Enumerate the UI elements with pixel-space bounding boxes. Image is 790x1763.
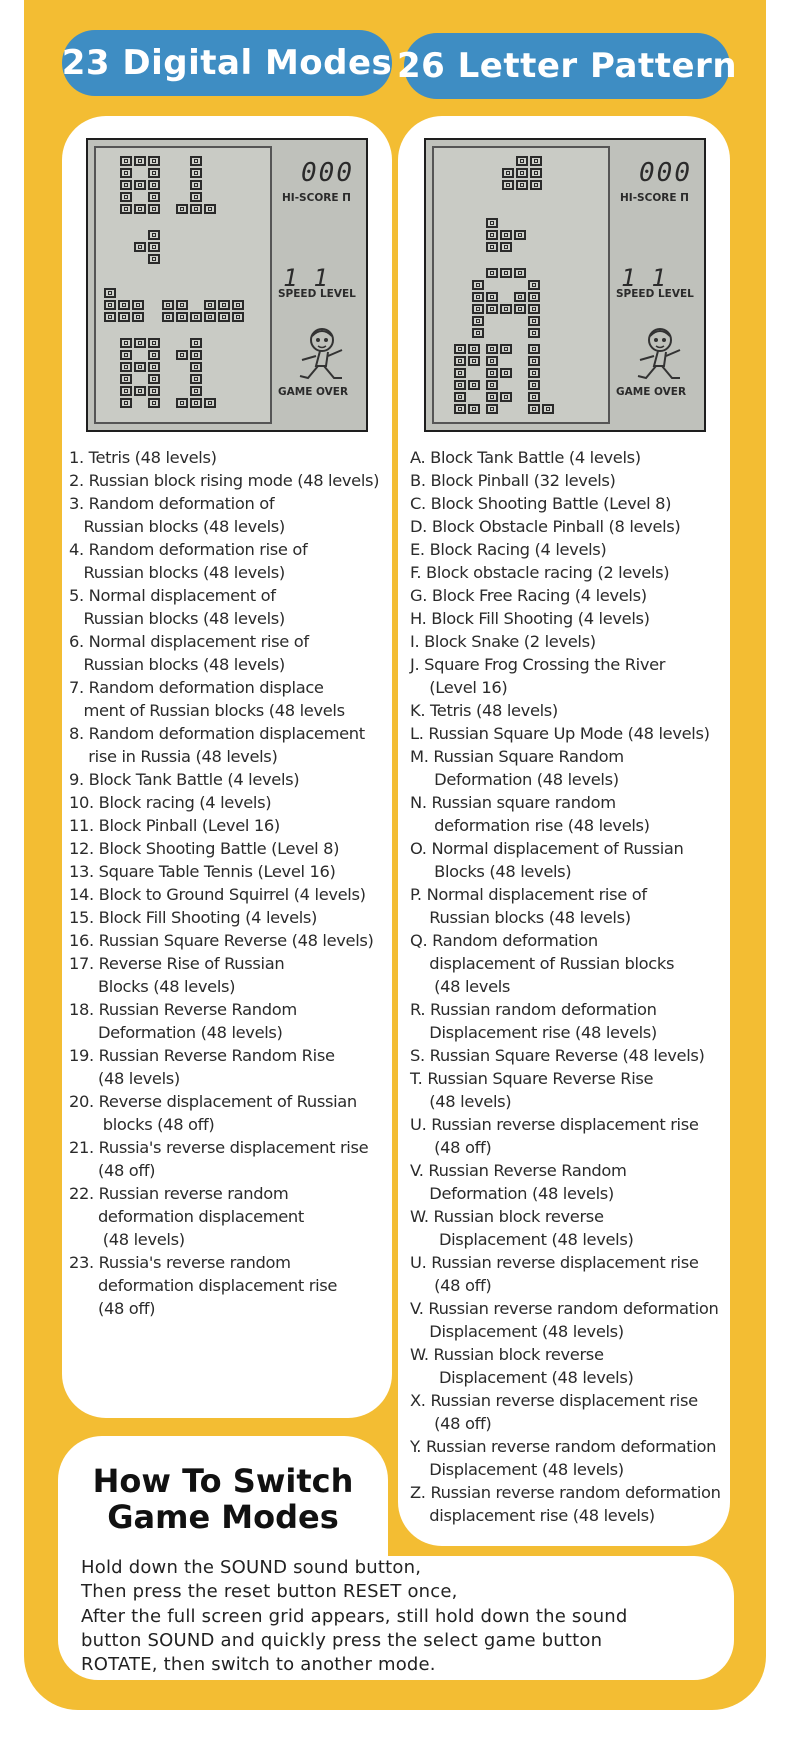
hi-score-label: HI-SCORE Π — [620, 192, 689, 204]
letter-list-item: U. Russian reverse displacement rise — [410, 1253, 699, 1272]
letter-list-item: Deformation (48 levels) — [410, 1184, 614, 1203]
letter-list-item: I. Block Snake (2 levels) — [410, 632, 596, 651]
letter-list-item: Y. Russian reverse random deformation — [410, 1437, 717, 1456]
play-field — [94, 146, 272, 424]
digital-list-item: 5. Normal displacement of — [69, 586, 276, 605]
digital-list-item: 15. Block Fill Shooting (4 levels) — [69, 908, 318, 927]
game-screen-digital — [86, 138, 368, 432]
game-over-label: GAME OVER — [616, 386, 687, 398]
letter-list-item: Displacement (48 levels) — [410, 1230, 634, 1249]
digital-list-item: 4. Random deformation rise of — [69, 540, 308, 559]
letter-list-item: N. Russian square random — [410, 793, 616, 812]
letter-list-item: (48 off) — [410, 1138, 492, 1157]
digital-list-item: 23. Russia's reverse random — [69, 1253, 291, 1272]
score-display: 000 — [639, 158, 692, 188]
instruction-line: Then press the reset button RESET once, — [81, 1581, 458, 1603]
digital-list-item: (48 levels) — [69, 1069, 180, 1088]
digital-list-item: 14. Block to Ground Squirrel (4 levels) — [69, 885, 366, 904]
letter-list-item: T. Russian Square Reverse Rise — [410, 1069, 654, 1088]
letter-list-item: V. Russian Reverse Random — [410, 1161, 627, 1180]
letter-list-item: Displacement (48 levels) — [410, 1322, 624, 1341]
digital-modes-list — [69, 446, 379, 1320]
digital-list-item: 10. Block racing (4 levels) — [69, 793, 272, 812]
digital-list-item: 22. Russian reverse random — [69, 1184, 289, 1203]
letter-list-item: W. Russian block reverse — [410, 1345, 604, 1364]
game-screen-letter — [424, 138, 706, 432]
digital-list-item: ment of Russian blocks (48 levels — [69, 701, 345, 720]
letter-list-item: S. Russian Square Reverse (48 levels) — [410, 1046, 705, 1065]
speed-level-values: 11 — [621, 264, 682, 292]
running-kid-icon — [290, 324, 352, 386]
letter-list-item: displacement rise (48 levels) — [410, 1506, 655, 1525]
digital-list-item: deformation displacement — [69, 1207, 304, 1226]
speed-level-label: SPEED LEVEL — [616, 288, 694, 300]
speed-level-values: 11 — [283, 264, 344, 292]
digital-list-item: 8. Random deformation displacement — [69, 724, 365, 743]
digital-list-item: 2. Russian block rising mode (48 levels) — [69, 471, 380, 490]
letter-list-item: B. Block Pinball (32 levels) — [410, 471, 616, 490]
letter-list-item: (48 off) — [410, 1414, 492, 1433]
letter-list-item: E. Block Racing (4 levels) — [410, 540, 607, 559]
letter-list-item: A. Block Tank Battle (4 levels) — [410, 448, 641, 467]
letter-list-item: Blocks (48 levels) — [410, 862, 572, 881]
digital-list-item: 1. Tetris (48 levels) — [69, 448, 217, 467]
digital-list-item: 12. Block Shooting Battle (Level 8) — [69, 839, 340, 858]
digital-list-item: Russian blocks (48 levels) — [69, 609, 285, 628]
letter-list-item: G. Block Free Racing (4 levels) — [410, 586, 647, 605]
digital-list-item: 6. Normal displacement rise of — [69, 632, 309, 651]
digital-list-item: rise in Russia (48 levels) — [69, 747, 278, 766]
letter-list-item: X. Russian reverse displacement rise — [410, 1391, 698, 1410]
letter-list-item: Q. Random deformation — [410, 931, 598, 950]
digital-list-item: 3. Random deformation of — [69, 494, 275, 513]
letter-list-item: H. Block Fill Shooting (4 levels) — [410, 609, 650, 628]
letter-list-item: W. Russian block reverse — [410, 1207, 604, 1226]
letter-list-item: Deformation (48 levels) — [410, 770, 619, 789]
digital-list-item: blocks (48 off) — [69, 1115, 215, 1134]
digital-list-item: Russian blocks (48 levels) — [69, 655, 285, 674]
instruction-line: After the full screen grid appears, still hold down the sound — [81, 1605, 628, 1627]
how-to-title: How To Switch Game Modes — [92, 1462, 354, 1536]
letter-list-item: O. Normal displacement of Russian — [410, 839, 684, 858]
letter-list-item: J. Square Frog Crossing the River — [410, 655, 666, 674]
instruction-line: button SOUND and quickly press the select game button — [81, 1629, 603, 1651]
letter-patterns-list — [410, 446, 721, 1527]
letter-list-item: R. Russian random deformation — [410, 1000, 657, 1019]
digital-list-item: Russian blocks (48 levels) — [69, 517, 285, 536]
hi-score-label: HI-SCORE Π — [282, 192, 351, 204]
play-field — [432, 146, 610, 424]
running-kid-icon — [628, 324, 690, 386]
letter-list-item: deformation rise (48 levels) — [410, 816, 650, 835]
letter-list-item: displacement of Russian blocks — [410, 954, 675, 973]
letter-list-item: U. Russian reverse displacement rise — [410, 1115, 699, 1134]
letter-list-item: (Level 16) — [410, 678, 508, 697]
speed-level-label: SPEED LEVEL — [278, 288, 356, 300]
letter-list-item: V. Russian reverse random deformation — [410, 1299, 719, 1318]
digital-list-item: Deformation (48 levels) — [69, 1023, 283, 1042]
digital-list-item: 17. Reverse Rise of Russian — [69, 954, 285, 973]
digital-list-item: (48 off) — [69, 1161, 156, 1180]
digital-list-item: 7. Random deformation displace — [69, 678, 324, 697]
letter-list-item: C. Block Shooting Battle (Level 8) — [410, 494, 672, 513]
letter-list-item: Z. Russian reverse random deformation — [410, 1483, 721, 1502]
digital-list-item: Blocks (48 levels) — [69, 977, 236, 996]
letter-list-item: F. Block obstacle racing (2 levels) — [410, 563, 670, 582]
score-display: 000 — [301, 158, 354, 188]
digital-list-item: 20. Reverse displacement of Russian — [69, 1092, 357, 1111]
digital-list-item: deformation displacement rise — [69, 1276, 338, 1295]
letter-list-item: P. Normal displacement rise of — [410, 885, 647, 904]
digital-list-item: 18. Russian Reverse Random — [69, 1000, 297, 1019]
letter-list-item: M. Russian Square Random — [410, 747, 624, 766]
digital-list-item: 21. Russia's reverse displacement rise — [69, 1138, 369, 1157]
letter-list-item: Displacement rise (48 levels) — [410, 1023, 657, 1042]
game-over-label: GAME OVER — [278, 386, 349, 398]
digital-list-item: 13. Square Table Tennis (Level 16) — [69, 862, 336, 881]
how-to-instructions — [81, 1556, 628, 1677]
letter-list-item: D. Block Obstacle Pinball (8 levels) — [410, 517, 681, 536]
digital-modes-header: 23 Digital Modes — [62, 30, 392, 96]
letter-list-item: (48 levels) — [410, 1092, 512, 1111]
letter-list-item: (48 levels — [410, 977, 511, 996]
digital-list-item: Russian blocks (48 levels) — [69, 563, 285, 582]
digital-list-item: 19. Russian Reverse Random Rise — [69, 1046, 335, 1065]
letter-list-item: Displacement (48 levels) — [410, 1368, 634, 1387]
digital-list-item: 16. Russian Square Reverse (48 levels) — [69, 931, 374, 950]
letter-list-item: Displacement (48 levels) — [410, 1460, 624, 1479]
digital-list-item: (48 levels) — [69, 1230, 185, 1249]
digital-list-item: 9. Block Tank Battle (4 levels) — [69, 770, 300, 789]
letter-list-item: (48 off) — [410, 1276, 492, 1295]
letter-list-item: L. Russian Square Up Mode (48 levels) — [410, 724, 710, 743]
digital-list-item: 11. Block Pinball (Level 16) — [69, 816, 280, 835]
letter-pattern-header: 26 Letter Pattern — [404, 33, 730, 99]
digital-list-item: (48 off) — [69, 1299, 156, 1318]
letter-list-item: Russian blocks (48 levels) — [410, 908, 631, 927]
letter-list-item: K. Tetris (48 levels) — [410, 701, 558, 720]
instruction-line: ROTATE, then switch to another mode. — [81, 1654, 436, 1676]
instruction-line: Hold down the SOUND sound button, — [81, 1557, 422, 1578]
